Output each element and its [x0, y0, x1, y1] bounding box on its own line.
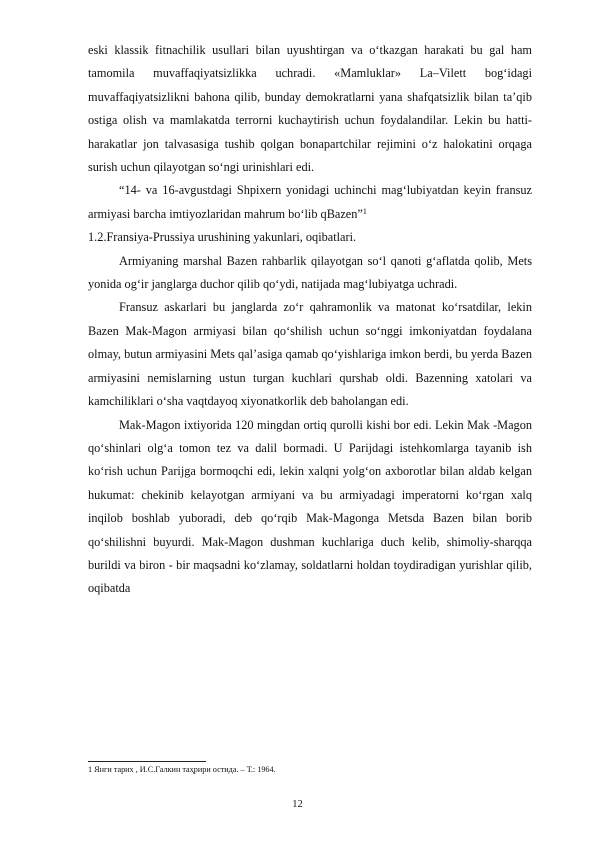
paragraph-2	[88, 179, 532, 226]
page-number: 12	[292, 799, 303, 810]
paragraph-3-text: Armiyaning marshal Bazen rahbarlik qilayotgan so‘l qanoti g‘aflatda qolib, Mets yonida og‘ir janglarga duchor qilib qo‘ydi, natijada mag‘lubiyatga uchradi.	[88, 253, 532, 292]
paragraph-3	[88, 250, 532, 297]
section-heading-text: 1.2.Fransiya-Prussiya urushining yakunlari, oqibatlari.	[88, 230, 357, 245]
paragraph-1-text: eski klassik fitnachilik usullari bilan uyushtirgan va o‘tkazgan harakati bu gal ham tamomila muvaffaqiyatsizlikka uchradi. «Mamluklar» La–Vilett bog‘idagi muvaffaqiyatsizlikni bahona qilib, bunday demokratlarni yana shafqatsizlik bilan ta’qib ostiga olish va mamlakatda terrorni kuchaytirish uchun foydalandilar. Lekin bu hatti-harakatlar jon talvasasiga tushib qolgan bonapartchilar rejimini o‘z halokatini orqaga surish uchun qilayotgan so‘ngi urinishlari edi.	[88, 43, 532, 175]
footnote-separator	[88, 761, 206, 762]
paragraph-1	[88, 39, 532, 179]
paragraph-4	[88, 296, 532, 413]
paragraph-4-text: Fransuz askarlari bu janglarda zo‘r qahramonlik va matonat ko‘rsatdilar, lekin Bazen Mak-Magon armiyasi bilan qo‘shilish uchun so‘nggi imkoniyatdan foydalana olmay, butun armiyasini Mets qal’asiga qamab qo‘yishlariga imkon berdi, bu yerda Bazen armiyasini nemislarning ustun turgan kuchlari qurshab oldi. Bazenning xatolari va kamchiliklari o‘sha vaqtdayoq xiyonatkorlik deb baholangan edi.	[88, 300, 532, 409]
paragraph-5-text: Mak-Magon ixtiyorida 120 mingdan ortiq qurolli kishi bor edi. Lekin Mak -Magon qo‘shinlari olg‘a tomon tez va dalil bormadi. U Parijdagi istehkomlarga tayanib ish ko‘rish uchun Parijga bormoqchi edi, lekin xalqni yolg‘on axborotlar bilan aldab kelgan hukumat: chekinib kelayotgan armiyani va bu armiyadagi imperatorni ko‘rgan xalq inqilob boshlab yuboradi, deb qo‘rqib Mak-Magonga Metsda Bazen bilan borib qo‘shilishni buyurdi. Mak-Magon dushman kuchlariga duch kelib, shimoliy-sharqqa burildi va biron - bir maqsadni ko‘zlamay, soldatlarni holdan toydiradigan yurishlar qilib, oqibatda	[88, 417, 532, 596]
footnote-text: Янги тарих , И.С.Галкин таҳрири остида. – Т.: 1964.	[92, 765, 276, 774]
footnote-reference[interactable]: 1	[362, 206, 367, 216]
paragraph-2-text: “14- va 16-avgustdagi Shpixern yonidagi uchinchi mag‘lubiyatdan keyin fransuz armiyasi barcha imtiyozlaridan mahrum bo‘lib qBazen”	[88, 183, 532, 221]
paragraph-5	[88, 414, 532, 601]
body-text	[88, 39, 532, 601]
footnote	[88, 764, 532, 775]
section-heading	[88, 226, 532, 249]
footnote-marker: 1	[88, 765, 93, 774]
